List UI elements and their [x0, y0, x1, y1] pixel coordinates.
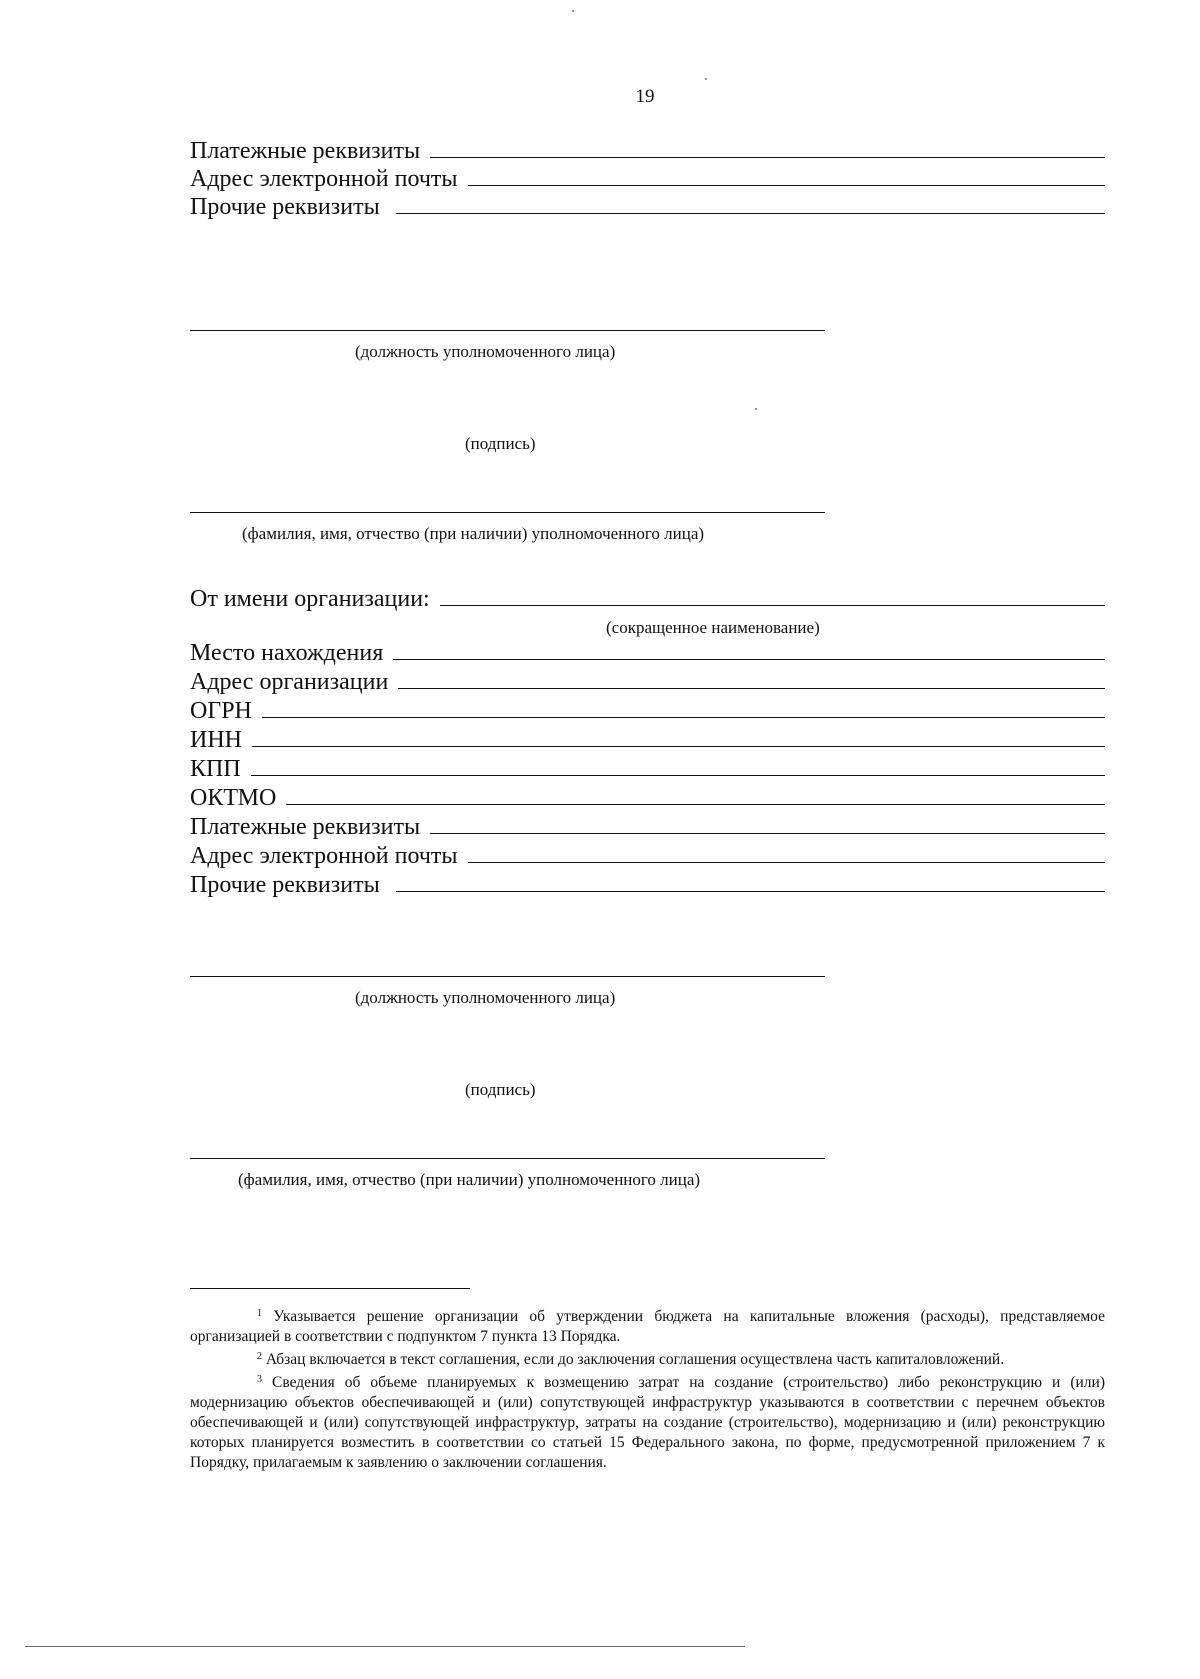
blank-line[interactable] — [440, 586, 1105, 606]
blank-line[interactable] — [468, 166, 1105, 186]
other-details-field — [190, 872, 1105, 901]
signature-caption: (подпись) — [465, 434, 536, 453]
kpp-field — [190, 756, 1105, 785]
field-label: Прочие реквизиты — [190, 194, 380, 220]
blank-line[interactable] — [251, 756, 1105, 776]
field-label: Адрес организации — [190, 669, 389, 695]
field-label: Адрес электронной почты — [190, 166, 458, 192]
field-label: ОГРН — [190, 698, 252, 724]
blank-line[interactable] — [252, 727, 1105, 747]
footnote-text: Сведения об объеме планируемых к возмещению затрат на создание (строительство) либо реконструкцию и (или) модернизацию объектов обеспечивающей и (или) сопутствующей инфраструктур указываются в соответствии с перечнем объектов обеспечивающей и (или) сопутствующей инфраструктур, затраты на создание (строительство), модернизацию и (или) реконструкцию которых планируется возместить в соответствии со статьей 15 Федерального закона, по форме, предусмотренной приложением 7 к Порядку, прилагаемым к заявлению о заключении соглашения. — [190, 1374, 1105, 1471]
position-caption: (должность уполномоченного лица) — [355, 342, 616, 361]
scan-edge-line — [25, 1646, 745, 1647]
name-signature-line[interactable] — [190, 512, 825, 513]
inn-field — [190, 727, 1105, 756]
field-label: Платежные реквизиты — [190, 138, 421, 164]
email-field — [190, 843, 1105, 872]
blank-line[interactable] — [396, 194, 1105, 214]
footnote-marker: 3 — [257, 1374, 262, 1385]
blank-line[interactable] — [430, 138, 1105, 158]
scan-speck — [705, 78, 707, 80]
field-label: Адрес электронной почты — [190, 843, 458, 869]
footnote-marker: 1 — [257, 1308, 262, 1319]
footnotes — [190, 1304, 1105, 1473]
email-field — [190, 166, 1105, 195]
field-label: ИНН — [190, 727, 242, 753]
footnote-text: Указывается решение организации об утверждении бюджета на капитальные вложения (расходы), представляемое организацией в соответствии с подпунктом 7 пункта 13 Порядка. — [190, 1308, 1105, 1345]
blank-line[interactable] — [396, 872, 1105, 892]
blank-line[interactable] — [262, 698, 1105, 718]
footnote-separator — [190, 1288, 470, 1289]
footnote-marker: 2 — [257, 1351, 262, 1362]
position-signature-line[interactable] — [190, 976, 825, 977]
blank-line[interactable] — [468, 843, 1105, 863]
scan-speck — [755, 408, 757, 410]
blank-line[interactable] — [393, 640, 1105, 660]
position-caption: (должность уполномоченного лица) — [355, 988, 616, 1007]
signature-caption: (подпись) — [465, 1080, 536, 1099]
name-caption: (фамилия, имя, отчество (при наличии) уполномоченного лица) — [242, 524, 705, 543]
organization-address-field — [190, 669, 1105, 698]
blank-line[interactable] — [430, 814, 1105, 834]
name-caption: (фамилия, имя, отчество (при наличии) уполномоченного лица) — [238, 1170, 701, 1189]
footnote-2 — [190, 1347, 1105, 1370]
field-label: Место нахождения — [190, 640, 384, 666]
other-details-field — [190, 194, 1105, 223]
position-signature-line[interactable] — [190, 330, 825, 331]
oktmo-field — [190, 785, 1105, 814]
payment-details-field — [190, 814, 1105, 843]
organization-name-field — [190, 586, 1105, 615]
footnote-text: Абзац включается в текст соглашения, если до заключения соглашения осуществлена часть капиталовложений. — [265, 1351, 1005, 1368]
field-label: От имени организации: — [190, 586, 430, 612]
short-name-caption: (сокращенное наименование) — [606, 618, 820, 637]
payment-details-field — [190, 138, 1105, 167]
field-label: КПП — [190, 756, 241, 782]
field-label: ОКТМО — [190, 785, 277, 811]
field-label: Платежные реквизиты — [190, 814, 421, 840]
name-signature-line[interactable] — [190, 1158, 825, 1159]
field-label: Прочие реквизиты — [190, 872, 380, 898]
footnote-1 — [190, 1304, 1105, 1347]
blank-line[interactable] — [398, 669, 1105, 689]
blank-line[interactable] — [286, 785, 1105, 805]
footnote-3 — [190, 1370, 1105, 1473]
ogrn-field — [190, 698, 1105, 727]
scan-speck — [572, 10, 574, 12]
page-number: 19 — [635, 86, 655, 107]
location-field — [190, 640, 1105, 669]
